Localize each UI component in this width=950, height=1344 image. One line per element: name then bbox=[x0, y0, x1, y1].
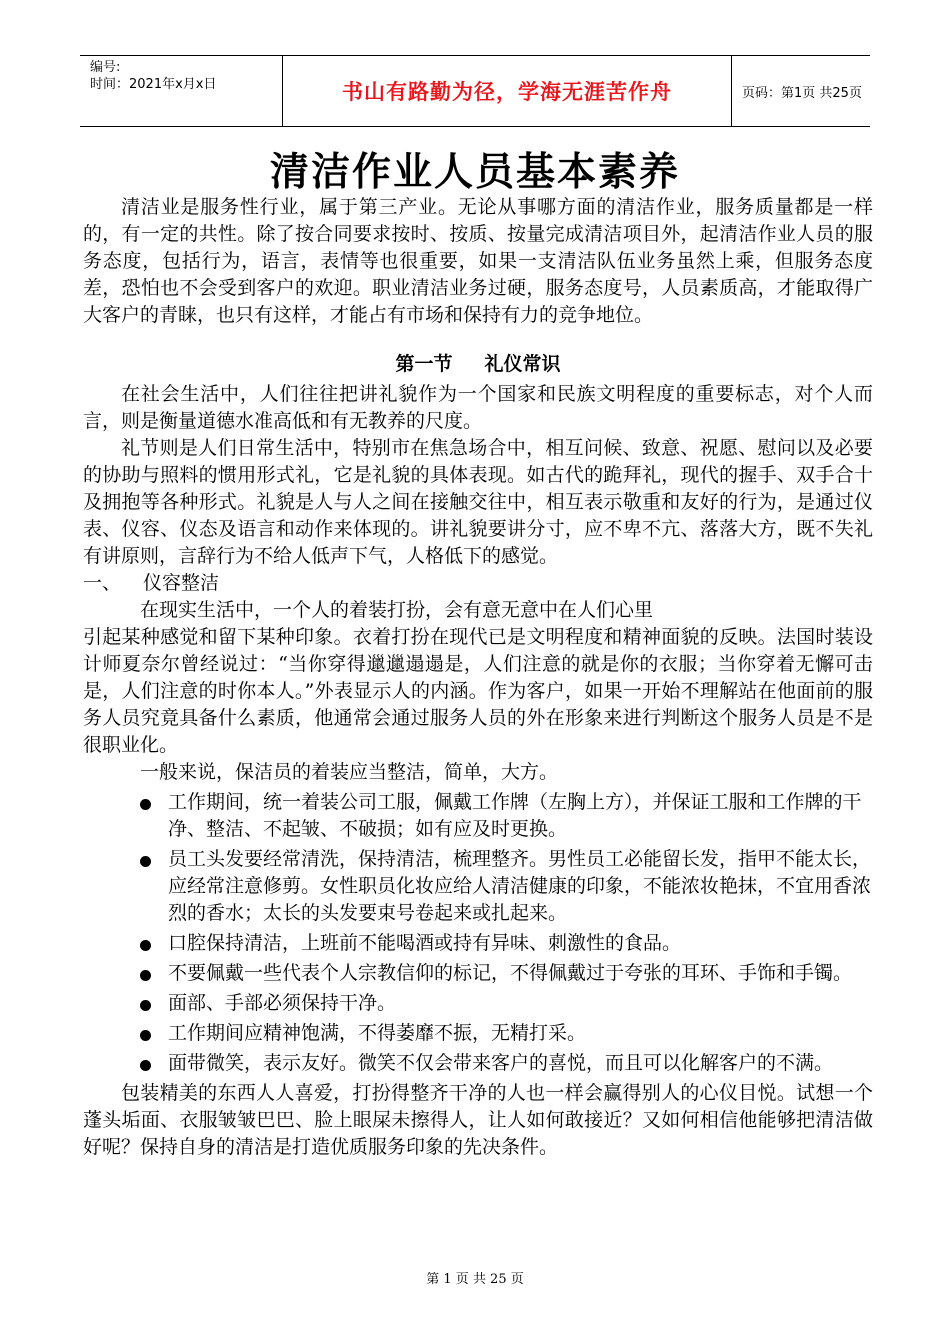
intro-paragraph: 清洁业是服务性行业，属于第三产业。无论从事哪方面的清洁作业，服务质量都是一样的，有一定的共性。除了按合同要求按时、按质、按量完成清洁项目外，起清洁作业人员的服务态度，包括行为，语言，表情等也很重要，如果一支清洁队伍业务虽然上乘，但服务态度差，恐怕也不会受到客户的欢迎。职业清洁业务过硬，服务态度号，人员素质高，才能取得广大客户的青睐，也只有这样，才能占有市场和保持有力的竞争地位。 bbox=[83, 196, 873, 326]
document-header bbox=[80, 55, 870, 127]
list-item bbox=[83, 1020, 873, 1047]
paragraph-appearance: 引起某种感觉和留下某种印象。衣着打扮在现代已是文明程度和精神面貌的反映。法国时装设计师夏奈尔曾经说过：“当你穿得邋邋遢遢是，人们注意的就是你的衣服；当你穿着无懈可击是，人们注意的时你本人。”外表显示人的内涵。作为客户，如果一开始不理解站在他面前的服务人员究竟具备什么素质，他通常会通过服务人员的外在形象来进行判断这个服务人员是不是很职业化。 bbox=[83, 626, 873, 756]
bullet-icon bbox=[140, 1030, 151, 1041]
list-item bbox=[83, 789, 873, 843]
list-item bbox=[83, 1050, 873, 1077]
bullet-icon bbox=[140, 856, 151, 867]
bullet-text: 面带微笑，表示友好。微笑不仅会带来客户的喜悦，而且可以化解客户的不满。 bbox=[168, 1052, 834, 1074]
section-number: 第一节 bbox=[395, 353, 453, 375]
number-label: 编号: bbox=[90, 60, 121, 75]
paragraph-conclusion: 包装精美的东西人人喜爱，打扮得整齐干净的人也一样会赢得别人的心仪目悦。试想一个蓬头垢面、衣服皱皱巴巴、脸上眼屎未擦得人，让人如何敢接近？又如何相信他能够把清洁做好呢？保持自身的清洁是打造优质服务印象的先决条件。 bbox=[83, 1082, 873, 1158]
list-item bbox=[83, 990, 873, 1017]
bullet-text: 员工头发要经常清洗，保持清洁，梳理整齐。男性员工必能留长发，指甲不能太长，应经常注意修剪。女性职员化妆应给人清洁健康的印象，不能浓妆艳抹，不宜用香浓烈的香水；太长的头发要束号卷起来或扎起来。 bbox=[168, 848, 872, 924]
bullet-icon bbox=[140, 940, 151, 951]
bullet-icon bbox=[140, 799, 151, 810]
bullet-text: 面部、手部必须保持干净。 bbox=[168, 992, 397, 1014]
document-title: 清洁作业人员基本素养 bbox=[269, 150, 680, 195]
bullet-icon bbox=[140, 1000, 151, 1011]
header-motto: 书山有路勤为径，学海无涯苦作舟 bbox=[282, 56, 732, 126]
bullet-icon bbox=[140, 1060, 151, 1071]
section-name: 礼仪常识 bbox=[484, 353, 561, 375]
item-title: 仪容整洁 bbox=[143, 572, 220, 594]
page-footer: 第 1 页 共 25 页 bbox=[426, 1272, 524, 1287]
paragraph-appearance-lead: 在现实生活中，一个人的着装打扮，会有意无意中在人们心里 bbox=[140, 599, 654, 621]
header-info-cell bbox=[80, 56, 282, 126]
paragraph-courtesy: 礼节则是人们日常生活中，特别市在焦急场合中，相互问候、致意、祝愿、慰问以及必要的协助与照料的惯用形式礼，它是礼貌的具体表现。如古代的跪拜礼，现代的握手、双手合十及拥抱等各种形式。礼貌是人与人之间在接触交往中，相互表示敬重和友好的行为，是通过仪表、仪容、仪态及语言和动作来体现的。讲礼貌要讲分寸，应不卑不亢、落落大方，既不失礼有讲原则，言辞行为不给人低声下气，人格低下的感觉。 bbox=[83, 437, 873, 567]
list-item bbox=[83, 846, 873, 927]
list-item bbox=[83, 960, 873, 987]
item-number: 一、 bbox=[83, 572, 122, 594]
bullet-list bbox=[83, 789, 873, 1077]
document-body bbox=[83, 194, 873, 1161]
paragraph-dress: 一般来说，保洁员的着装应当整洁，简单，大方。 bbox=[140, 761, 559, 783]
paragraph-etiquette: 在社会生活中，人们往往把讲礼貌作为一个国家和民族文明程度的重要标志，对个人而言，则是衡量道德水准高低和有无教养的尺度。 bbox=[83, 383, 873, 432]
bullet-text: 工作期间应精神饱满，不得萎靡不振，无精打采。 bbox=[168, 1022, 587, 1044]
bullet-text: 不要佩戴一些代表个人宗教信仰的标记，不得佩戴过于夸张的耳环、手饰和手镯。 bbox=[168, 962, 853, 984]
item-heading bbox=[83, 570, 873, 597]
time-label: 时间：2021年x月x日 bbox=[90, 77, 217, 92]
bullet-icon bbox=[140, 970, 151, 981]
header-page-info: 页码：第1页 共25页 bbox=[742, 85, 862, 101]
bullet-text: 工作期间，统一着装公司工服，佩戴工作牌（左胸上方），并保证工服和工作牌的干净、整洁、不起皱、不破损；如有应及时更换。 bbox=[168, 791, 862, 840]
bullet-text: 口腔保持清洁，上班前不能喝酒或持有异味、刺激性的食品。 bbox=[168, 932, 682, 954]
section-heading bbox=[83, 347, 873, 381]
list-item bbox=[83, 930, 873, 957]
